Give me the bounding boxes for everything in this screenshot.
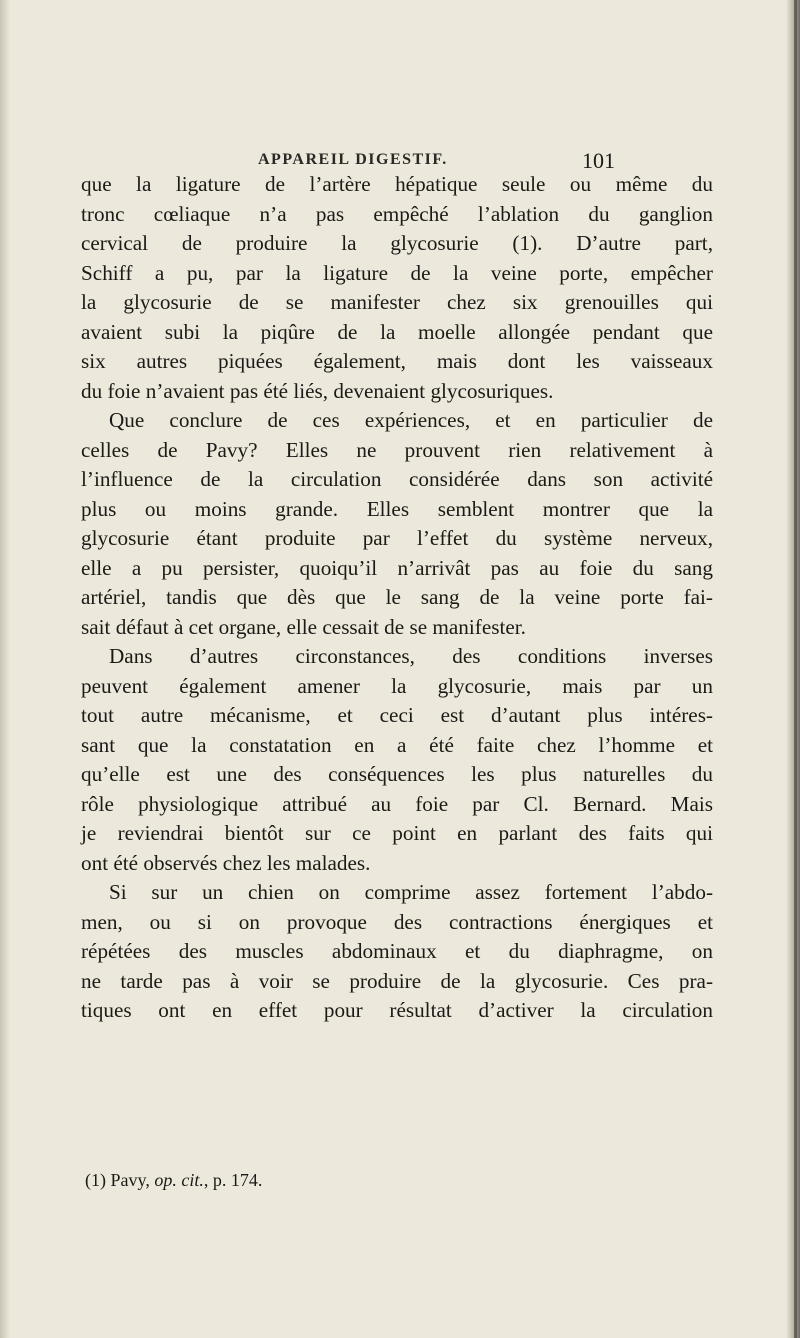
text-line: Schiff a pu, par la ligature de la veine porte, empêcher <box>81 260 713 285</box>
text-line: avaient subi la piqûre de la moelle allongée pendant que <box>81 319 713 344</box>
text-line: la glycosurie de se manifester chez six grenouilles qui <box>81 290 713 314</box>
text-line: men, ou si on provoque des contractions énergiques et <box>81 909 713 934</box>
page-header <box>258 148 615 172</box>
text-line: artériel, tandis que dès que le sang de la veine porte fai- <box>81 585 713 609</box>
body-text <box>81 170 713 1026</box>
text-line: glycosurie étant produite par l’effet du système nerveux, <box>81 526 713 550</box>
text-line: Que conclure de ces expériences, et en particulier de <box>109 408 713 432</box>
text-line: je reviendrai bientôt sur ce point en parlant des faits qui <box>81 821 713 845</box>
text-line: sait défaut à cet organe, elle cessait de se manifester. <box>81 614 526 639</box>
page-gutter-shadow <box>0 0 10 1338</box>
text-line: l’influence de la circulation considérée dans son activité <box>81 467 713 491</box>
text-line: peuvent également amener la glycosurie, mais par un <box>81 673 713 698</box>
text-line: celles de Pavy? Elles ne prouvent rien relativement à <box>81 437 713 462</box>
text-line: elle a pu persister, quoiqu’il n’arrivât pas au foie du sang <box>81 555 713 580</box>
text-line: qu’elle est une des conséquences les plus naturelles du <box>81 762 713 786</box>
text-line: que la ligature de l’artère hépatique seule ou même du <box>81 172 713 196</box>
text-line: répétées des muscles abdominaux et du diaphragme, on <box>81 939 713 963</box>
text-line: cervical de produire la glycosurie (1). D’autre part, <box>81 231 713 255</box>
text-line: ont été observés chez les malades. <box>81 850 371 875</box>
page-edge <box>786 0 800 1338</box>
footnote <box>85 1170 262 1191</box>
text-line: six autres piquées également, mais dont les vaisseaux <box>81 349 713 373</box>
footnote-page: , p. 174. <box>203 1170 263 1190</box>
footnote-reference: op. cit. <box>154 1170 204 1190</box>
text-line: ne tarde pas à voir se produire de la glycosurie. Ces pra- <box>81 968 713 993</box>
text-line: plus ou moins grande. Elles semblent montrer que la <box>81 496 713 521</box>
text-line: sant que la constatation en a été faite chez l’homme et <box>81 732 713 757</box>
footnote-marker: (1) Pavy, <box>85 1170 155 1190</box>
text-line: tout autre mécanisme, et ceci est d’autant plus intéres- <box>81 703 713 727</box>
page-number: 101 <box>582 148 615 173</box>
text-line: du foie n’avaient pas été liés, devenaient glycosuriques. <box>81 378 554 403</box>
text-line: tiques ont en effet pour résultat d’activer la circulation <box>81 998 713 1022</box>
text-line: rôle physiologique attribué au foie par Cl. Bernard. Mais <box>81 791 713 816</box>
text-line: Si sur un chien on comprime assez fortement l’abdo- <box>109 880 713 904</box>
text-line: tronc cœliaque n’a pas empêché l’ablation du ganglion <box>81 201 713 226</box>
running-head: APPAREIL DIGESTIF. <box>258 151 448 168</box>
text-line: Dans d’autres circonstances, des conditions inverses <box>109 644 713 668</box>
